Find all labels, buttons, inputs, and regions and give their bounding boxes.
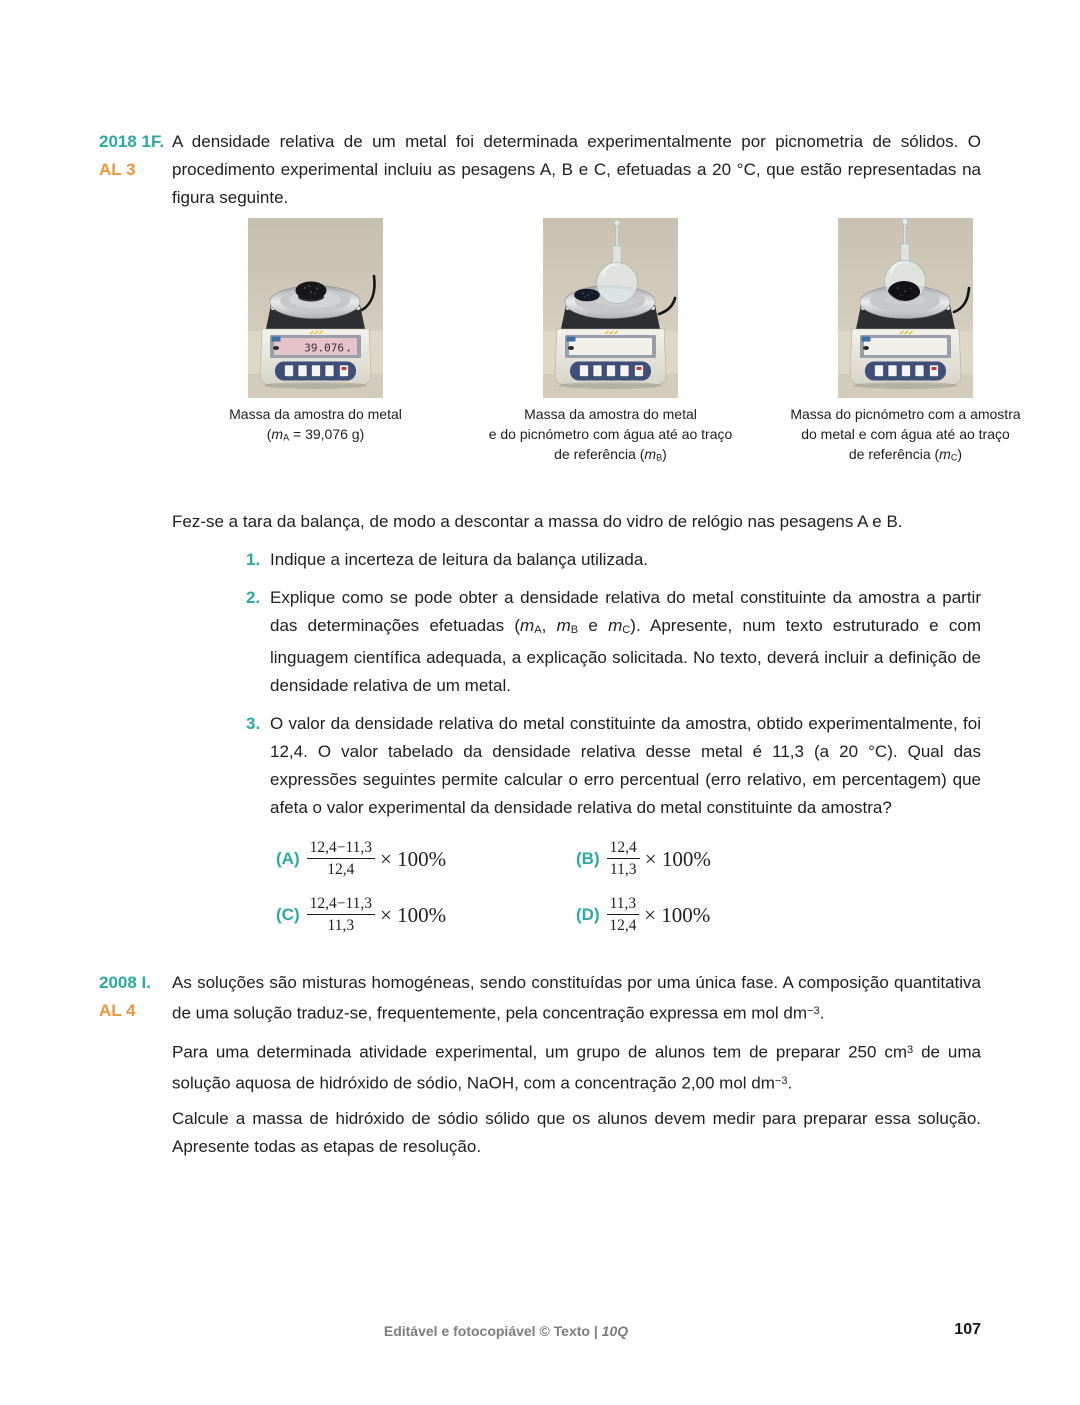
balance-with-pycnometer-illustration [543,218,678,398]
exercise-year-label: 2018 1F. [99,132,165,151]
fraction [307,894,375,936]
balance-photo-sample [229,218,402,443]
exercise-2008-labels [99,969,173,1025]
lcd-readout: 39.076 [304,341,344,355]
fraction-denominator: 11,3 [609,861,637,879]
base-shadow [559,382,663,389]
option-suffix: × 100% [644,902,711,927]
level-bubble [863,346,869,350]
level-bubble [273,346,279,350]
brand-logo [862,337,871,342]
lcd-dot [348,350,350,352]
footer-copyright-text: Editável e fotocopiável © Texto | [383,1323,602,1339]
balance-body [850,329,961,389]
page-footer [0,1318,1080,1350]
exercise-paragraph: Para uma determinada atividade experimental, um grupo de alunos tem de preparar 250 $cm^3$ de uma solução aquosa de hidróxido de sódio, NaOH, com a concentração 2,00 mol $dm^{-3}$. [172,1042,981,1093]
fraction-numerator: 12,4−11,3 [307,838,375,859]
question-number: 2. [246,588,261,607]
power-key-mark [342,367,347,370]
question-3 [246,710,981,822]
balance-with-metal-sample-illustration [248,218,383,398]
caption-line: Massa da amostra do metal [524,406,697,422]
balance-body [260,329,371,389]
fraction-numerator: 12,4−11,3 [307,894,375,915]
caption-line: Massa da amostra do metal [229,406,402,422]
fraction [307,838,375,880]
balance-with-pycnometer-metal-illustration [838,218,973,398]
photo-caption-c [756,404,1056,468]
option-a [276,838,576,880]
exercise-2008-body [172,969,981,1161]
power-key-mark [637,367,642,370]
option-d [576,894,996,936]
balance-photo-pycnometer-metal [790,218,1021,463]
option-b [576,838,996,880]
option-suffix: × 100% [380,846,447,871]
exercise-year-label: 2008 I. [99,973,151,993]
question-text: Indique a incerteza de leitura da balança utilizada. [270,550,649,569]
power-key-mark [932,367,937,370]
brand-logo [567,337,576,342]
base-shadow [264,382,368,389]
question-text: O valor da densidade relativa do metal constituinte da amostra, obtido experimentalmente, foi 12,4. O valor tabelado da densidade relativa desse metal é 11,3 (a 20 °C). Qual das expressões seguintes permite calcular o erro percentual (erro relativo, em percentagem) que afeta o valor experimental da densidade relativa do metal constituinte da amostra? [270,713,981,817]
lcd-screen [864,338,947,355]
option-label: (D) [576,904,600,924]
balance-photo-pycnometer-water [488,218,733,463]
page-number: 107 [954,1321,981,1338]
footer-copyright [0,1321,1012,1341]
exercise-2018-body [172,128,1021,935]
exercise-2018-labels [99,128,173,184]
exercise-paragraph: Calcule a massa de hidróxido de sódio sólido que os alunos devem medir para preparar essa solução. Apresente todas as etapas de resolução. [172,1109,981,1157]
caption-line: (mA = 39,076 g) [266,426,365,443]
fraction-numerator: 11,3 [607,894,640,915]
fraction [607,894,640,936]
base-shadow [854,382,958,389]
exercise-paragraph: As soluções são misturas homogéneas, sendo constituídas por uma única fase. A composição quantitativa de uma solução traduz-se, frequentemente, pela concentração expressa em mol $dm^{-3}$. [172,973,981,1024]
fraction-denominator: 11,3 [327,917,355,935]
option-c [276,894,576,936]
exercise-2008-i [99,969,981,1161]
caption-line: de referência (mB) [554,446,667,463]
lcd-screen [569,338,652,355]
balance-photos-row [172,218,1021,472]
option-suffix: × 100% [644,846,711,871]
caption-line: de referência (mC) [848,446,963,463]
caption-line: e do picnómetro com água até ao traço [488,426,733,442]
level-bubble [568,346,574,350]
brand-logo [272,337,281,342]
option-label: (B) [576,848,600,868]
option-label: (C) [276,904,300,924]
fraction-numerator: 12,4 [607,838,640,859]
metal-sample-dish [575,289,600,301]
footer-book-code: 10Q [601,1323,629,1339]
metal-sample [296,282,327,302]
caption-line: do metal e com água até ao traço [801,426,1010,442]
fraction-denominator: 12,4 [609,917,637,935]
page-content [99,128,1021,1161]
fraction-denominator: 12,4 [327,861,355,879]
tara-note: Fez-se a tara da balança, de modo a descontar a massa do vidro de relógio nas pesagens A e B. [172,512,903,531]
question-1 [246,546,981,574]
option-suffix: × 100% [380,902,447,927]
question-text: Explique como se pode obter a densidade relativa do metal constituinte da amostra a partir das determinações efetuadas (mA, mB e mC). Apresente, num texto estruturado e com linguagem científica adequada, a explicação solicitada. No texto, deverá incluir a definição de densidade relativa de um metal. [270,588,982,695]
caption-line: Massa do picnómetro com a amostra [790,406,1021,422]
question-2 [246,584,981,700]
exercise-al-label: AL 4 [99,1001,136,1021]
option-label: (A) [276,848,300,868]
exercise-intro: A densidade relativa de um metal foi determinada experimentalmente por picnometria de sólidos. O procedimento experimental incluiu as pesagens A, B e C, efetuadas a 20 °C, que estão representadas na figura seguinte. [172,132,981,207]
answer-options [276,838,981,936]
balance-body [555,329,666,389]
photo-caption-a [166,404,466,448]
exercise-al-label: AL 3 [99,160,136,179]
question-number: 1. [246,550,261,569]
exercise-2018-1f [99,128,1021,935]
photo-caption-b [461,404,761,468]
fraction [607,838,640,880]
question-number: 3. [246,713,261,733]
